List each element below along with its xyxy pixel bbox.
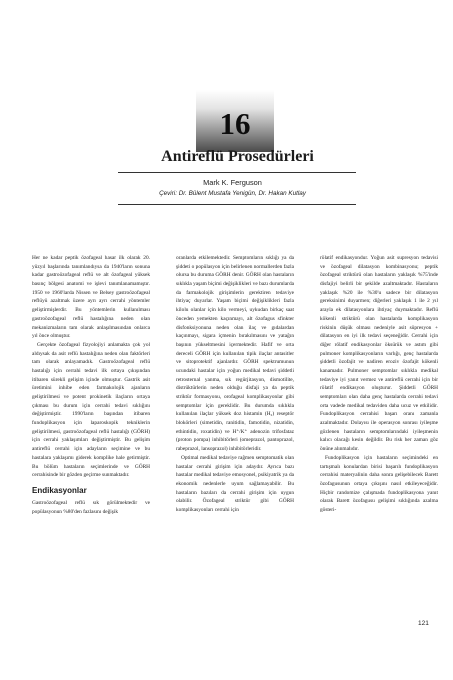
- chapter-author: Mark K. Ferguson: [203, 178, 262, 187]
- author-rule: [118, 204, 356, 205]
- paragraph: Gastroözofageal reflü sık görülmektedir ve popülasyonun %80'den fazlasını değişik: [32, 499, 150, 515]
- chapter-translators: Çeviri: Dr. Bülent Mustafa Yenigün, Dr. Hakan Kutlay: [159, 190, 306, 197]
- paragraph: Gerçekte özofageal fizyolojiyi anlamakta çok yol aldıysak da asit reflü hastalığına neden olan faktörleri tam olarak anlayamadık. Gastroözofageal reflü hastalığı için cerrahi tedavi ilk ortaya çıkışından itibaren sürekli gelişim içinde olmuştur. Gastrik asit üretimini inhibe eden farmakolojik ajanların geliştirilmesi ve potent prokinetik ilaçların ortaya çıkması bu durum için cerrahi tedavi sıklığını değiştirmiştir. 1990'ların başından itibaren fundoplikasyon için laparoskopik tekniklerin geliştirilmesi, gastroözofageal reflü hastalığı (GÖRH) için cerrahi yaklaşımları değiştirmiştir. Bu gelişim antireflü cerrahi için adayların seçimine ve bu hastalara yaklaşımı giderek komplike hale getirmiştir. Bu bölüm hastaların seçimlerinde ve GÖRH cerrahisinde bir gözden geçirme sunmaktadır.: [32, 341, 150, 479]
- paragraph: Her ne kadar peptik özofageal hasar ilk olarak 20. yüzyıl başlarında tanımlandıysa da 1940'ların sonuna kadar gastroözofageal reflü ve alt özofageal yüksek basınç bölgesi anatomi ve işlevi tanımlanamamıştır. 1950 ve 1960'larda Nissen ve Belsey gastroözofageal reflüyü azaltmak üzere ayrı ayrı cerrahi yöntemler geliştirmişlerdir. Bu yöntemlerin kullanılması gastroözofageal reflü hastalığına neden olan mekanizmaların tam olarak anlaşılmasından onlarca yıl önce olmuştur.: [32, 255, 150, 340]
- text-column-left: [32, 254, 150, 516]
- text-column-middle: [176, 254, 294, 515]
- chapter-number: 16: [219, 106, 251, 141]
- title-rule: [118, 172, 356, 173]
- chapter-title: Antireflü Prosedürleri: [161, 148, 314, 165]
- paragraph: Fundoplikasyon için hastaların seçimindeki en tartışmalı konulardan birisi başarılı fundoplikasyon cerrahisi materyalinin daha sonra gelişebilecek Barett özofagusunun ortaya çıkışını nasıl etkileyeceğidir. Hiçbir randomize çalışmada fundoplikasyona yanıt olarak Barett özofagusu gelişimi sıklığında azalma gösteri-: [320, 454, 438, 513]
- section-heading-endikasyonlar: Endikasyonlar: [32, 485, 87, 495]
- page-number: 121: [418, 620, 429, 627]
- paragraph: rölatif endikasyondur. Yoğun asit supresyon tedavisi ve özofageal dilatasyon kombinasyonu; peptik özofageal striktürü olan hastaların yaklaşık %75'inde disfajiyi belirli bir şekilde azaltmaktadır. Hastaların yaklaşık %20 ile %30'u sadece bir dilatasyon gereksinimi duyarmen; diğerleri yaklaşık 1 ile 2 yıl arayla ek dilatasyonlara ihtiyaç duymaktadır. Reflü kökenli striktürü olan hastalarda komplikasyon riskinin düşük olması nedeniyle asit süpresyon + dilatasyon en iyi ilk tedavi seçeneğidir. Cerrahi için diğer rölatif endikasyonlar öksürük ve astım gibi pulmoner komplikasyonların varlığı, genç hastalarda şiddetli özofajit ve nadiren eroziv özofajit kökenli kanamadır. Pulmoner semptomlar sıklıkla medikal tedaviye iyi yanıt vermez ve antireflü cerrahi için bir rölatif endikasyon oluşturur. Şiddetli GÖRH semptomları olan daha genç hastalarda cerrahi tedavi orta vadede medikal tedaviden daha ucuz ve etkilidir. Fundoplikasyon cerrahisi başarı oranı zamanla azalmaktadır. Dolayısı ile operasyon sonrası iyileşme gözlenen hastaların semptomlarındaki iyileşmenin kalıcı olacağı kesin değildir. Bu risk her zaman göz önüne alınmalıdır.: [320, 255, 438, 453]
- paragraph: Optimal medikal tedaviye rağmen semptomatik olan hastalar cerrahi girişim için adaydır. Ayrıca bazı hastalar medikal tedaviye emosyonel, psikiyatrik ya da ekonomik nedenlerle uyum sağlamayabilir. Bu hastaların bazıları da cerrahi girişim için uygun olabilir. Özofageal striktür gibi GÖRH komplikasyonları cerrahi için: [176, 454, 294, 513]
- paragraph: oranlarda etkilemektedir. Semptomların sıklığı ya da şiddeti o popülasyon için belirlenen normallerden fazla olursa bu duruma GÖRH denir. GÖRH olan hastaların sıklıkla yaşam biçimi değişiklikleri ve bazı durumlarda da farmakolojik girişimlerin gerektiren tedaviye ihtiyaç duyarlar. Yaşam biçimi değişiklikleri fazla kilolu olanlar için kilo vermeyi, uykudan birkaç saat önceden yemekten kaçınmayı, alt özofagus sfinkter disfonksiyonuna neden olan ilaç ve gıdalardan kaçınmayı, sigara içmenin bırakılmasını ve yatağın başının yükseltmesini içermektedir. Hafif ve orta dereceli GÖRH için kullanılan tipik ilaçlar antasitler ve sitoprotektif ajanlardır. GÖRH spektrumunun ucundaki hastalar için yoğun medikal tedavi şiddetli retrosternal yanma, sık regürjitasyon, dismotilite, distrüktürlerin neden olduğu disfaji ya da peptik striktür formasyonu, orofageal komplikasyonlar gibi semptomlar için gereklidir. Bu durumda sıklıkla kullanılan ilaçlar yüksek doz histamin (H₂) reseptör blokörleri (simetidin, ranitidin, famotidin, nizatidin, ethintidin, roxatidin) ve H⁺/K⁺ adenozin trifosfataz (proton pompa) inhibitörleri (omeprazol, pantoprazol, rabeprazol, lansoprazol) inhibitörleridir.: [176, 255, 294, 453]
- text-column-right: [320, 254, 438, 515]
